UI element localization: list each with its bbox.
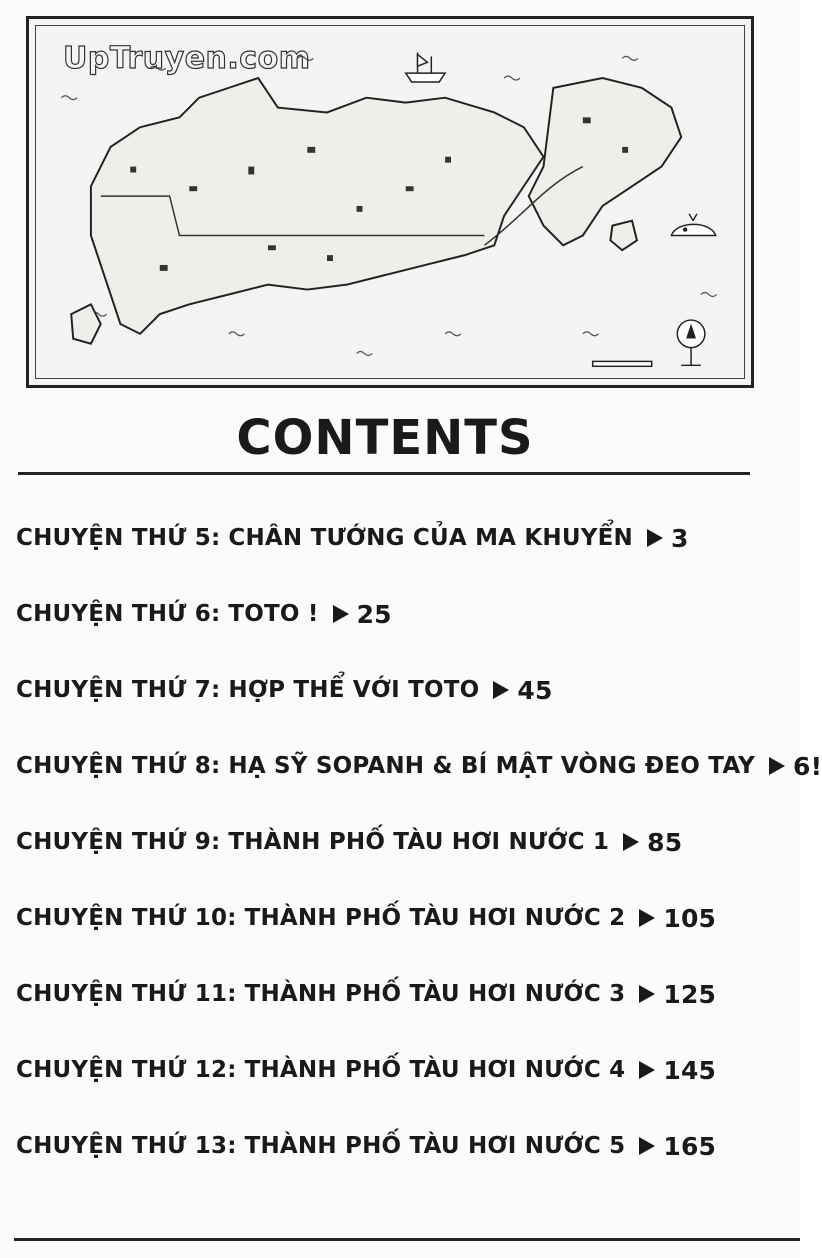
chapter-number: CHUYỆN THỨ 8: [16,753,221,779]
page-number: 85 [647,827,683,857]
arrow-right-icon [639,909,655,927]
page-number: 45 [517,675,553,705]
arrow-right-icon [333,605,349,623]
chapter-title: HỢP THỂ VỚI TOTO [228,677,480,703]
arrow-right-icon [493,681,509,699]
compass-icon [677,320,705,365]
scale-bar [593,361,652,366]
arrow-right-icon [639,1137,655,1155]
chapter-title: TOTO ! [228,601,319,627]
chapter-number: CHUYỆN THỨ 7: [16,677,221,703]
toc-entry [16,1108,800,1184]
contents-heading: CONTENTS [236,410,534,466]
chapter-number: CHUYỆN THỨ 10: [16,905,237,931]
chapter-title: THÀNH PHỐ TÀU HƠI NƯỚC 1 [228,829,610,855]
page-number: 125 [663,979,717,1009]
chapter-title: THÀNH PHỐ TÀU HƠI NƯỚC 5 [244,1133,626,1159]
chapter-number: CHUYỆN THỨ 6: [16,601,221,627]
chapter-title: THÀNH PHỐ TÀU HƠI NƯỚC 2 [244,905,626,931]
page-number: 6! [792,751,822,781]
chapter-title: HẠ SỸ SOPANH & BÍ MẬT VÒNG ĐEO TAY [228,753,755,779]
chapter-title: CHÂN TƯỚNG CỦA MA KHUYỂN [228,525,633,551]
toc-entry [16,1032,800,1108]
whale-icon [671,214,715,236]
chapter-title: THÀNH PHỐ TÀU HƠI NƯỚC 3 [244,981,626,1007]
arrow-right-icon [769,757,785,775]
chapter-number: CHUYỆN THỨ 11: [16,981,237,1007]
ship-icon [406,52,445,82]
chapter-title: THÀNH PHỐ TÀU HƠI NƯỚC 4 [244,1057,626,1083]
toc-entry [16,804,800,880]
table-of-contents [16,500,822,1184]
page-number: 3 [670,523,689,553]
toc-entry [16,956,800,1032]
heading-underline [18,472,750,475]
toc-entry [16,880,800,956]
world-map-illustration [26,16,754,388]
toc-entry [16,576,800,652]
arrow-right-icon [639,985,655,1003]
arrow-right-icon [623,833,639,851]
arrow-right-icon [647,529,663,547]
page-number: 105 [663,903,717,933]
toc-entry [16,500,800,576]
bottom-rule [14,1238,800,1241]
wave-mark [61,96,77,100]
toc-entry [16,652,800,728]
toc-entry [16,728,822,804]
page-number: 165 [663,1131,717,1161]
page-number: 145 [663,1055,717,1085]
arrow-right-icon [639,1061,655,1079]
page-number: 25 [356,599,392,629]
chapter-number: CHUYỆN THỨ 9: [16,829,221,855]
chapter-number: CHUYỆN THỨ 13: [16,1133,237,1159]
watermark-text: UpTruyen.com [63,41,311,76]
chapter-number: CHUYỆN THỨ 5: [16,525,221,551]
chapter-number: CHUYỆN THỨ 12: [16,1057,237,1083]
